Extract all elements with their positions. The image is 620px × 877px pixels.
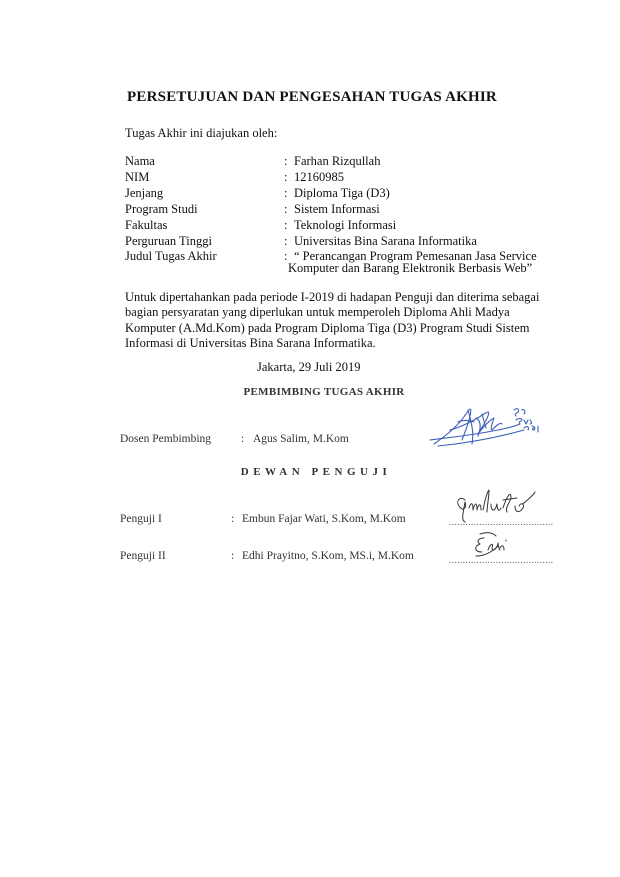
place-date: Jakarta, 29 Juli 2019 xyxy=(257,360,361,374)
paragraph-line: bagian persyaratan yang diperlukan untuk memperoleh Diploma Ahli Madya xyxy=(125,305,510,320)
field-separator: : xyxy=(284,234,288,248)
field-value: Universitas Bina Sarana Informatika xyxy=(294,234,477,248)
field-separator: : xyxy=(284,154,288,168)
document-title: PERSETUJUAN DAN PENGESAHAN TUGAS AKHIR xyxy=(127,89,497,105)
paragraph-line: Informasi di Universitas Bina Sarana Informatika. xyxy=(125,336,376,351)
section-penguji-heading: DEWAN PENGUJI xyxy=(240,466,392,478)
field-row-jenjang xyxy=(125,186,565,203)
field-label: Judul Tugas Akhir xyxy=(125,249,217,263)
penguji-1-signature xyxy=(453,486,543,528)
penguji-1-signature-line: ...................................... xyxy=(449,517,554,527)
statement-paragraph xyxy=(125,290,559,352)
penguji-2-colon: : xyxy=(231,550,235,562)
pembimbing-signature xyxy=(428,400,548,452)
field-label: Fakultas xyxy=(125,218,168,232)
field-row-nama xyxy=(125,154,565,171)
pembimbing-name: Agus Salim, M.Kom xyxy=(253,433,349,445)
penguji-2-signature-line: ...................................... xyxy=(449,555,554,565)
field-separator: : xyxy=(284,202,288,216)
field-value: Teknologi Informasi xyxy=(294,218,397,232)
field-value: Sistem Informasi xyxy=(294,202,380,216)
field-row-fakultas xyxy=(125,218,565,235)
field-label: Jenjang xyxy=(125,186,164,200)
penguji-1-label: Penguji I xyxy=(120,513,162,525)
paragraph-line: Untuk dipertahankan pada periode I-2019 di hadapan Penguji dan diterima sebagai xyxy=(125,290,540,304)
field-label: Program Studi xyxy=(125,202,198,216)
field-label: NIM xyxy=(125,170,150,184)
penguji-1-colon: : xyxy=(231,513,235,525)
field-row-nim xyxy=(125,170,565,187)
field-label: Nama xyxy=(125,154,155,168)
field-separator: : xyxy=(284,249,288,263)
field-separator: : xyxy=(284,186,288,200)
pembimbing-colon: : xyxy=(241,433,245,445)
penguji-2-signature xyxy=(470,530,520,564)
field-separator: : xyxy=(284,218,288,232)
field-value: 12160985 xyxy=(294,170,344,184)
penguji-2-name: Edhi Prayitno, S.Kom, MS.i, M.Kom xyxy=(242,550,414,562)
field-separator: : xyxy=(284,170,288,184)
paragraph-line: Komputer (A.Md.Kom) pada Program Diploma Tiga (D3) Program Studi Sistem xyxy=(125,320,530,335)
penguji-2-label: Penguji II xyxy=(120,550,166,562)
field-row-program-studi xyxy=(125,202,565,219)
intro-text: Tugas Akhir ini diajukan oleh: xyxy=(125,126,278,140)
section-pembimbing-heading: PEMBIMBING TUGAS AKHIR xyxy=(243,386,405,398)
penguji-1-name: Embun Fajar Wati, S.Kom, M.Kom xyxy=(242,513,406,525)
field-value: “ Perancangan Program Pemesanan Jasa Service xyxy=(294,249,537,263)
pembimbing-label: Dosen Pembimbing xyxy=(120,433,212,445)
field-value: Farhan Rizqullah xyxy=(294,154,381,168)
field-value-judul-line2: Komputer dan Barang Elektronik Berbasis Web” xyxy=(288,261,533,275)
field-value: Diploma Tiga (D3) xyxy=(294,186,390,200)
field-label: Perguruan Tinggi xyxy=(125,234,212,248)
